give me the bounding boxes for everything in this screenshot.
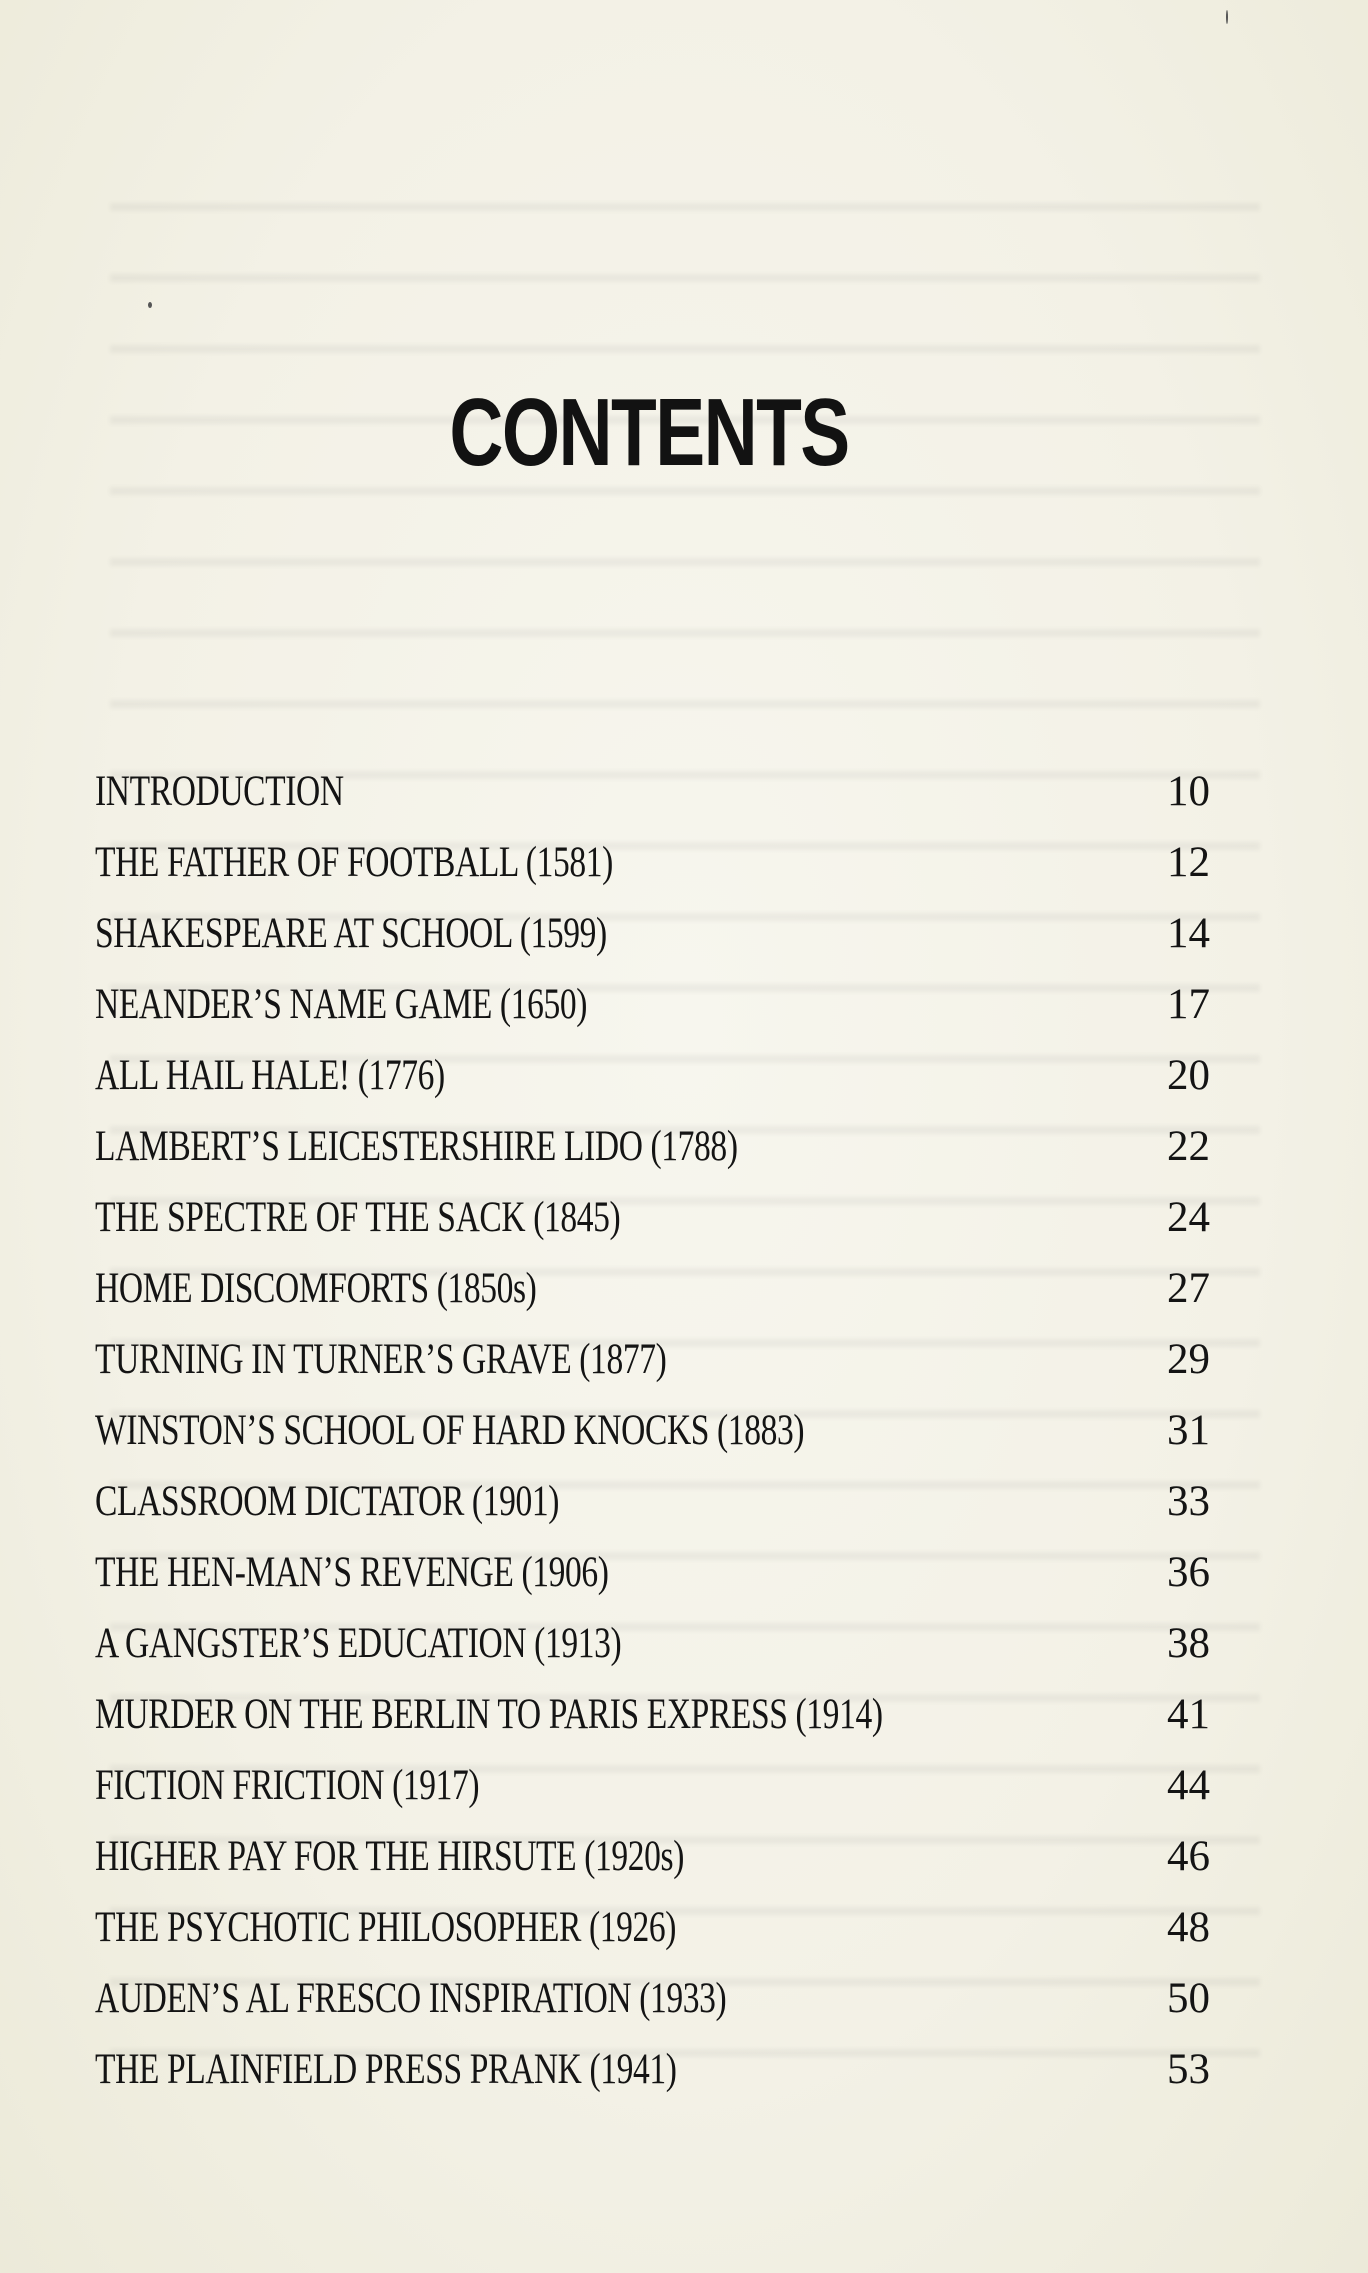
toc-entry-title: THE SPECTRE OF THE SACK (1845) bbox=[95, 1194, 621, 1241]
toc-entry-page: 27 bbox=[1167, 1265, 1210, 1312]
toc-entry-page: 24 bbox=[1167, 1194, 1210, 1241]
toc-entry bbox=[95, 1040, 1210, 1111]
toc-entry bbox=[95, 827, 1210, 898]
toc-entry bbox=[95, 1111, 1210, 1182]
toc-entry-page: 44 bbox=[1167, 1762, 1210, 1809]
toc-entry bbox=[95, 1537, 1210, 1608]
toc-entry-title: A GANGSTER’S EDUCATION (1913) bbox=[95, 1620, 622, 1667]
toc-entry-page: 38 bbox=[1167, 1620, 1210, 1667]
paper-speck bbox=[1226, 10, 1228, 24]
toc-entry bbox=[95, 1253, 1210, 1324]
toc-entry-title: THE HEN-MAN’S REVENGE (1906) bbox=[95, 1549, 609, 1596]
toc-entry bbox=[95, 1750, 1210, 1821]
toc-entry-page: 33 bbox=[1167, 1478, 1210, 1525]
toc-entry-title: AUDEN’S AL FRESCO INSPIRATION (1933) bbox=[95, 1975, 727, 2022]
toc-entry-title: CLASSROOM DICTATOR (1901) bbox=[95, 1478, 560, 1525]
toc-entry bbox=[95, 1821, 1210, 1892]
toc-entry-title: THE PLAINFIELD PRESS PRANK (1941) bbox=[95, 2046, 677, 2093]
toc-entry-page: 53 bbox=[1167, 2046, 1210, 2093]
toc-entry-page: 36 bbox=[1167, 1549, 1210, 1596]
toc-entry-title: HOME DISCOMFORTS (1850s) bbox=[95, 1265, 537, 1312]
toc-entry-page: 48 bbox=[1167, 1904, 1210, 1951]
toc-entry bbox=[95, 1608, 1210, 1679]
paper-speck bbox=[148, 302, 152, 308]
toc-entry-page: 17 bbox=[1167, 981, 1210, 1028]
toc-entry-page: 46 bbox=[1167, 1833, 1210, 1880]
toc-entry-page: 29 bbox=[1167, 1336, 1210, 1383]
toc-entry bbox=[95, 2034, 1210, 2105]
toc-entry-title: MURDER ON THE BERLIN TO PARIS EXPRESS (1914) bbox=[95, 1691, 883, 1738]
toc-entry-page: 50 bbox=[1167, 1975, 1210, 2022]
toc-entry-title: LAMBERT’S LEICESTERSHIRE LIDO (1788) bbox=[95, 1123, 738, 1170]
toc-entry-title: SHAKESPEARE AT SCHOOL (1599) bbox=[95, 910, 607, 957]
toc-entry bbox=[95, 1963, 1210, 2034]
toc-entry bbox=[95, 756, 1210, 827]
toc-entry bbox=[95, 1395, 1210, 1466]
toc-entry-title: INTRODUCTION bbox=[95, 768, 344, 815]
toc-entry bbox=[95, 898, 1210, 969]
toc-entry-title: NEANDER’S NAME GAME (1650) bbox=[95, 981, 587, 1028]
toc-entry-title: FICTION FRICTION (1917) bbox=[95, 1762, 480, 1809]
toc-entry-page: 22 bbox=[1167, 1123, 1210, 1170]
toc-entry-title: WINSTON’S SCHOOL OF HARD KNOCKS (1883) bbox=[95, 1407, 805, 1454]
toc-entry-title: HIGHER PAY FOR THE HIRSUTE (1920s) bbox=[95, 1833, 684, 1880]
toc-entry bbox=[95, 969, 1210, 1040]
toc-entry bbox=[95, 1892, 1210, 1963]
table-of-contents bbox=[95, 756, 1210, 2105]
toc-entry-title: THE FATHER OF FOOTBALL (1581) bbox=[95, 839, 613, 886]
toc-entry bbox=[95, 1466, 1210, 1537]
toc-entry bbox=[95, 1679, 1210, 1750]
page-title: CONTENTS bbox=[449, 379, 849, 486]
toc-entry-title: TURNING IN TURNER’S GRAVE (1877) bbox=[95, 1336, 667, 1383]
toc-entry-title: THE PSYCHOTIC PHILOSOPHER (1926) bbox=[95, 1904, 677, 1951]
toc-entry-page: 10 bbox=[1167, 768, 1210, 815]
toc-entry-page: 12 bbox=[1167, 839, 1210, 886]
toc-entry-page: 41 bbox=[1167, 1691, 1210, 1738]
toc-entry-page: 31 bbox=[1167, 1407, 1210, 1454]
toc-entry-title: ALL HAIL HALE! (1776) bbox=[95, 1052, 445, 1099]
toc-entry-page: 20 bbox=[1167, 1052, 1210, 1099]
toc-entry bbox=[95, 1324, 1210, 1395]
toc-entry-page: 14 bbox=[1167, 910, 1210, 957]
toc-entry bbox=[95, 1182, 1210, 1253]
